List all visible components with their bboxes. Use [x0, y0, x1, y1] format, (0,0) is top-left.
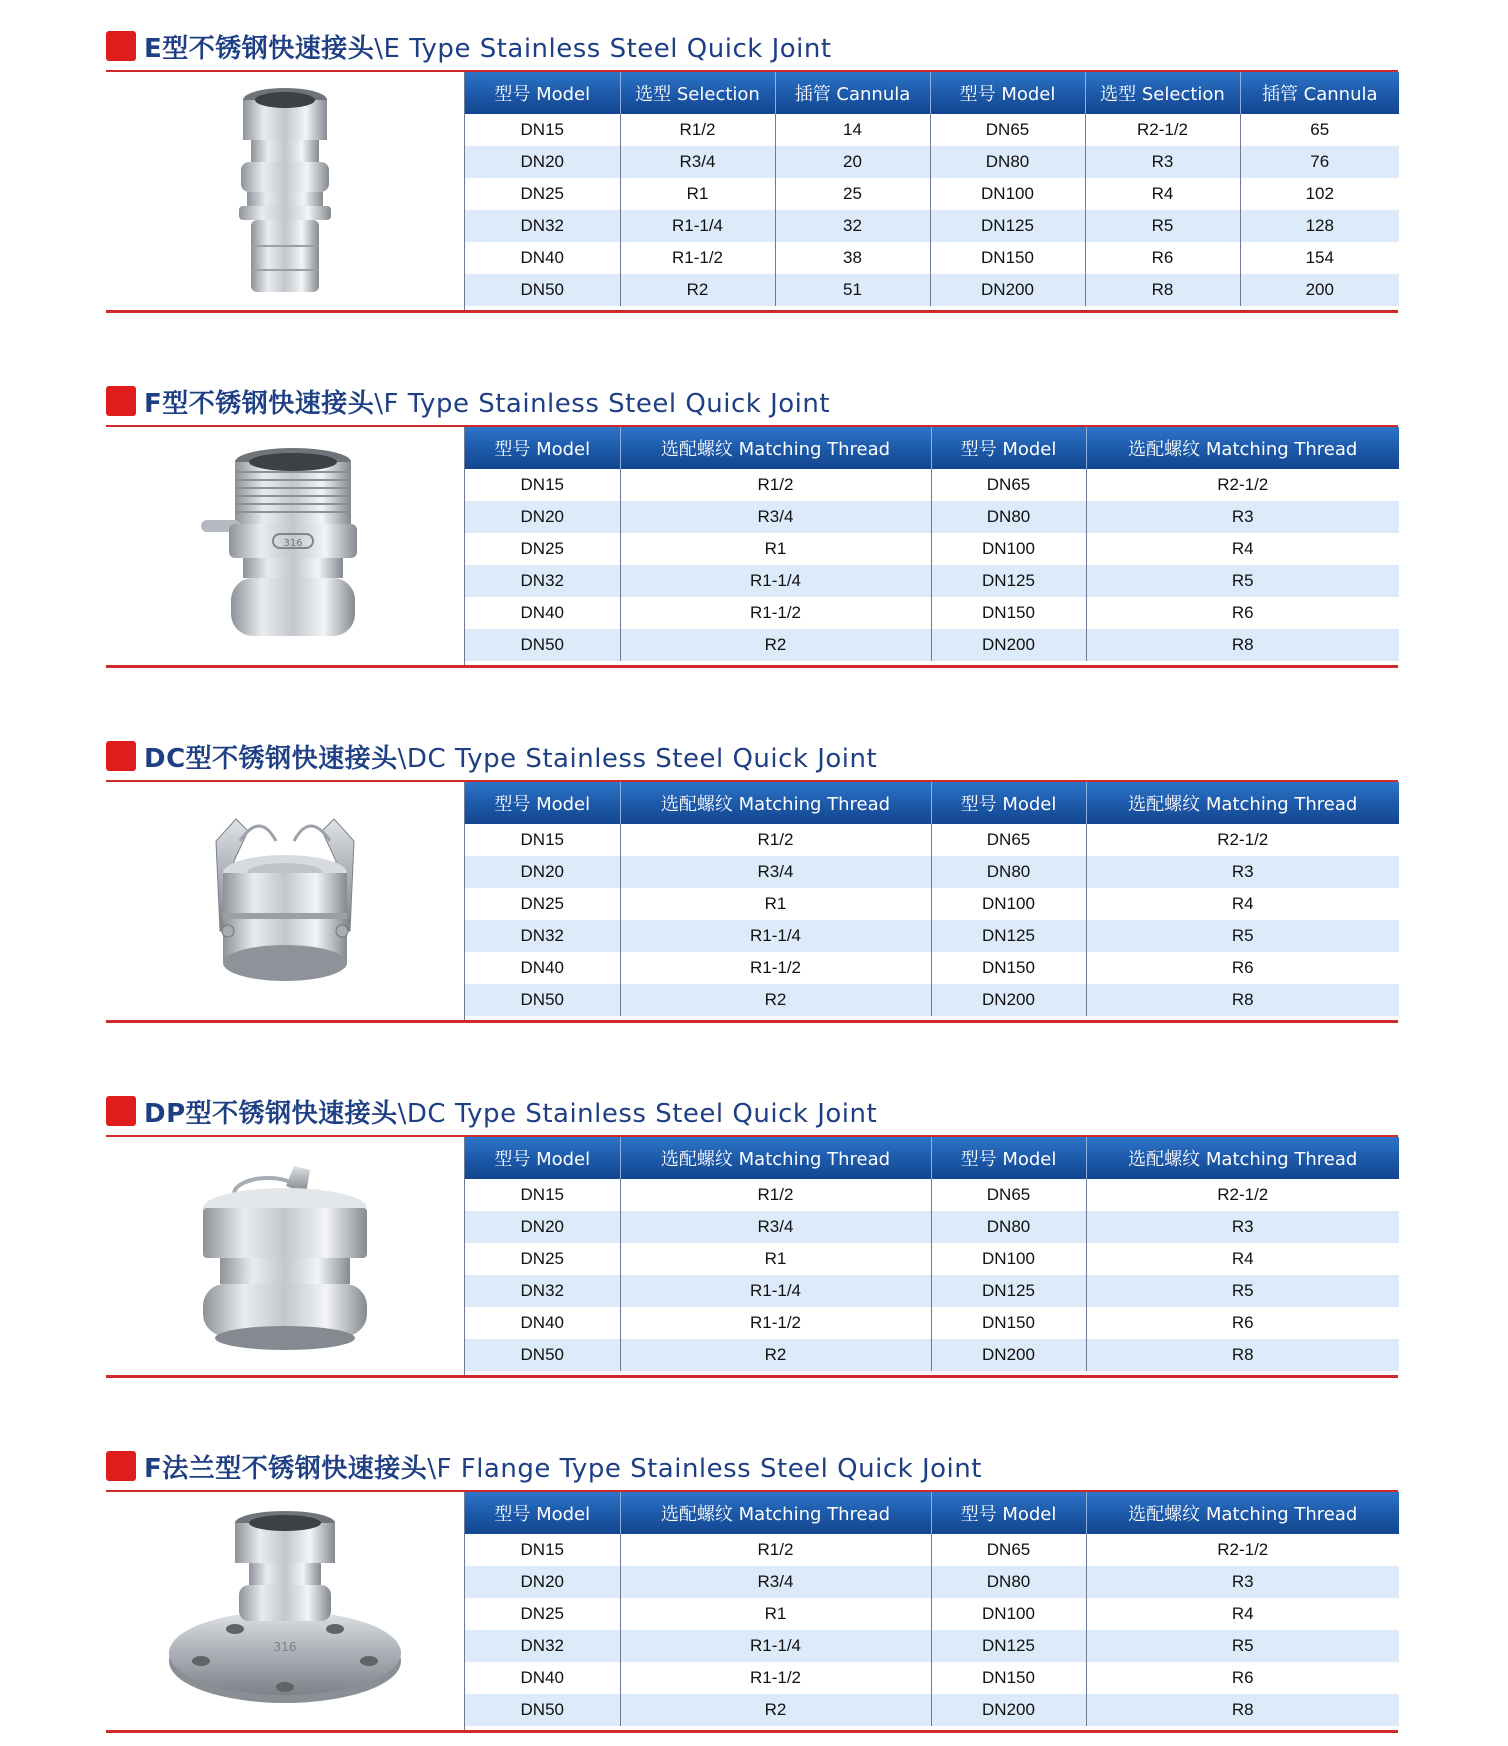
spec-table — [464, 1137, 1399, 1375]
spec-table — [464, 72, 1399, 310]
cell: R6 — [1085, 242, 1240, 274]
product-image — [106, 1137, 464, 1375]
table-row — [465, 1179, 1399, 1211]
cell: DN50 — [465, 1694, 620, 1726]
section-f-flange-type — [106, 1446, 1398, 1746]
cell: DN15 — [465, 1179, 620, 1211]
table-row — [465, 1243, 1399, 1275]
table-row — [465, 824, 1399, 856]
cell: DN50 — [465, 629, 620, 661]
cell: R4 — [1086, 888, 1399, 920]
table-row — [465, 469, 1399, 501]
header-model: 型号 Model — [930, 72, 1085, 114]
title-cn: DP型不锈钢快速接头 — [144, 1098, 398, 1129]
section-title — [106, 1091, 877, 1131]
dc-type-dust-cap-icon — [190, 801, 380, 1001]
cell: DN100 — [930, 178, 1085, 210]
cell: DN80 — [931, 501, 1086, 533]
header-selection: 选型 Selection — [1085, 72, 1240, 114]
cell: DN80 — [931, 1566, 1086, 1598]
product-image — [106, 427, 464, 665]
cell: R2 — [620, 1339, 931, 1371]
table-row — [465, 1534, 1399, 1566]
cell: DN40 — [465, 242, 620, 274]
cell: DN200 — [931, 984, 1086, 1016]
header-cannula: 插管 Cannula — [775, 72, 930, 114]
table-row — [465, 178, 1399, 210]
cell: R1-1/2 — [620, 242, 775, 274]
cell: R3 — [1086, 1211, 1399, 1243]
cell: DN125 — [931, 1275, 1086, 1307]
cell: DN32 — [465, 565, 620, 597]
table-row — [465, 1598, 1399, 1630]
section-title — [106, 1446, 982, 1486]
product-image — [106, 72, 464, 310]
table-row — [465, 1694, 1399, 1726]
cell: 20 — [775, 146, 930, 178]
title-en: \E Type Stainless Steel Quick Joint — [374, 33, 832, 64]
cell: 200 — [1240, 274, 1399, 306]
cell: R1 — [620, 533, 931, 565]
cell: R3/4 — [620, 1211, 931, 1243]
cell: DN20 — [465, 1211, 620, 1243]
cell: R8 — [1086, 984, 1399, 1016]
svg-text:316: 316 — [273, 1640, 297, 1654]
cell: DN150 — [931, 1662, 1086, 1694]
cell: DN125 — [931, 1630, 1086, 1662]
cell: DN150 — [930, 242, 1085, 274]
cell: R1-1/4 — [620, 920, 931, 952]
title-en: \F Flange Type Stainless Steel Quick Joint — [427, 1453, 982, 1484]
cell: R2 — [620, 1694, 931, 1726]
cell: R2 — [620, 274, 775, 306]
cell: 14 — [775, 114, 930, 146]
cell: R6 — [1086, 1307, 1399, 1339]
cell: DN65 — [931, 824, 1086, 856]
header-model: 型号 Model — [465, 427, 620, 469]
cell: DN40 — [465, 952, 620, 984]
spec-table — [464, 1492, 1399, 1730]
header-matching-thread: 选配螺纹 Matching Thread — [620, 1137, 931, 1179]
section-e-type — [106, 26, 1398, 326]
title-cn: DC型不锈钢快速接头 — [144, 743, 398, 774]
header-model: 型号 Model — [465, 1492, 620, 1534]
title-en: \F Type Stainless Steel Quick Joint — [374, 388, 831, 419]
cell: R3 — [1086, 1566, 1399, 1598]
cell: DN25 — [465, 888, 620, 920]
cell: DN125 — [931, 565, 1086, 597]
divider-bottom — [106, 1020, 1398, 1023]
cell: R2-1/2 — [1086, 1179, 1399, 1211]
title-cn: F法兰型不锈钢快速接头 — [144, 1453, 428, 1484]
table-row — [465, 1275, 1399, 1307]
header-matching-thread: 选配螺纹 Matching Thread — [620, 782, 931, 824]
cell: R1/2 — [620, 114, 775, 146]
red-square-icon — [106, 1451, 136, 1481]
red-square-icon — [106, 31, 136, 61]
table-row — [465, 1630, 1399, 1662]
cell: 25 — [775, 178, 930, 210]
cell: DN200 — [930, 274, 1085, 306]
header-matching-thread: 选配螺纹 Matching Thread — [1086, 782, 1399, 824]
header-model: 型号 Model — [465, 1137, 620, 1179]
cell: 128 — [1240, 210, 1399, 242]
table-row — [465, 856, 1399, 888]
cell: DN200 — [931, 1339, 1086, 1371]
cell: DN125 — [930, 210, 1085, 242]
header-matching-thread: 选配螺纹 Matching Thread — [1086, 1137, 1399, 1179]
cell: DN32 — [465, 210, 620, 242]
cell: R1-1/2 — [620, 1662, 931, 1694]
cell: R2 — [620, 984, 931, 1016]
cell: DN150 — [931, 1307, 1086, 1339]
cell: R5 — [1086, 565, 1399, 597]
cell: R6 — [1086, 952, 1399, 984]
divider-bottom — [106, 310, 1398, 313]
header-model: 型号 Model — [465, 782, 620, 824]
table-row — [465, 242, 1399, 274]
cell: R3 — [1086, 501, 1399, 533]
red-square-icon — [106, 1096, 136, 1126]
cell: R3/4 — [620, 1566, 931, 1598]
cell: R1 — [620, 1598, 931, 1630]
title-cn: F型不锈钢快速接头 — [144, 388, 375, 419]
cell: R8 — [1086, 1694, 1399, 1726]
cell: DN100 — [931, 888, 1086, 920]
cell: R3/4 — [620, 856, 931, 888]
table-row — [465, 1211, 1399, 1243]
cell: R8 — [1085, 274, 1240, 306]
cell: R6 — [1086, 1662, 1399, 1694]
table-row — [465, 1307, 1399, 1339]
cell: DN100 — [931, 533, 1086, 565]
cell: DN20 — [465, 501, 620, 533]
dp-type-dust-plug-icon — [190, 1156, 380, 1356]
cell: DN65 — [930, 114, 1085, 146]
cell: R6 — [1086, 597, 1399, 629]
cell: 154 — [1240, 242, 1399, 274]
table-row — [465, 920, 1399, 952]
spec-table — [464, 782, 1399, 1020]
table-row — [465, 629, 1399, 661]
title-en: \DC Type Stainless Steel Quick Joint — [397, 743, 878, 774]
header-selection: 选型 Selection — [620, 72, 775, 114]
table-row — [465, 146, 1399, 178]
red-square-icon — [106, 741, 136, 771]
cell: R4 — [1086, 1598, 1399, 1630]
cell: R2-1/2 — [1085, 114, 1240, 146]
section-f-type — [106, 381, 1398, 681]
cell: DN100 — [931, 1598, 1086, 1630]
cell: R5 — [1086, 1630, 1399, 1662]
cell: DN32 — [465, 920, 620, 952]
cell: 38 — [775, 242, 930, 274]
product-image — [106, 1492, 464, 1730]
cell: R4 — [1086, 533, 1399, 565]
e-type-coupling-icon — [225, 86, 345, 296]
cell: R5 — [1086, 920, 1399, 952]
cell: DN25 — [465, 178, 620, 210]
cell: R1-1/4 — [620, 1275, 931, 1307]
cell: R1/2 — [620, 1534, 931, 1566]
header-matching-thread: 选配螺纹 Matching Thread — [1086, 1492, 1399, 1534]
table-row — [465, 501, 1399, 533]
cell: DN65 — [931, 1179, 1086, 1211]
table-row — [465, 597, 1399, 629]
section-title — [106, 381, 830, 421]
spec-table — [464, 427, 1399, 665]
header-matching-thread: 选配螺纹 Matching Thread — [1086, 427, 1399, 469]
cell: 102 — [1240, 178, 1399, 210]
cell: DN150 — [931, 952, 1086, 984]
table-row — [465, 210, 1399, 242]
cell: R5 — [1085, 210, 1240, 242]
cell: R3/4 — [620, 501, 931, 533]
cell: DN150 — [931, 597, 1086, 629]
cell: R2 — [620, 629, 931, 661]
cell: DN40 — [465, 1662, 620, 1694]
table-row — [465, 533, 1399, 565]
header-matching-thread: 选配螺纹 Matching Thread — [620, 1492, 931, 1534]
cell: DN80 — [930, 146, 1085, 178]
cell: DN65 — [931, 1534, 1086, 1566]
cell: DN25 — [465, 1598, 620, 1630]
cell: 32 — [775, 210, 930, 242]
cell: DN15 — [465, 114, 620, 146]
cell: 51 — [775, 274, 930, 306]
section-title — [106, 736, 877, 776]
cell: R1/2 — [620, 824, 931, 856]
header-cannula: 插管 Cannula — [1240, 72, 1399, 114]
cell: DN50 — [465, 984, 620, 1016]
svg-text:316: 316 — [283, 538, 303, 549]
cell: DN20 — [465, 856, 620, 888]
header-model: 型号 Model — [931, 1137, 1086, 1179]
section-title — [106, 26, 832, 66]
cell: R3/4 — [620, 146, 775, 178]
cell: DN125 — [931, 920, 1086, 952]
cell: DN15 — [465, 824, 620, 856]
table-row — [465, 114, 1399, 146]
cell: DN80 — [931, 1211, 1086, 1243]
header-matching-thread: 选配螺纹 Matching Thread — [620, 427, 931, 469]
cell: R2-1/2 — [1086, 824, 1399, 856]
cell: DN80 — [931, 856, 1086, 888]
section-dc-type — [106, 736, 1398, 1036]
cell: DN32 — [465, 1630, 620, 1662]
cell: DN20 — [465, 146, 620, 178]
cell: R1/2 — [620, 469, 931, 501]
section-dp-type — [106, 1091, 1398, 1391]
table-row — [465, 952, 1399, 984]
f-type-coupling-icon — [195, 446, 375, 646]
cell: R1-1/4 — [620, 1630, 931, 1662]
table-row — [465, 274, 1399, 306]
divider-bottom — [106, 665, 1398, 668]
table-row — [465, 888, 1399, 920]
title-cn: E型不锈钢快速接头 — [144, 33, 375, 64]
cell: R3 — [1085, 146, 1240, 178]
red-square-icon — [106, 386, 136, 416]
cell: R1-1/2 — [620, 952, 931, 984]
cell: R8 — [1086, 629, 1399, 661]
cell: DN20 — [465, 1566, 620, 1598]
cell: R3 — [1086, 856, 1399, 888]
header-model: 型号 Model — [931, 427, 1086, 469]
table-row — [465, 1662, 1399, 1694]
cell: R1-1/4 — [620, 210, 775, 242]
cell: DN40 — [465, 597, 620, 629]
cell: DN50 — [465, 1339, 620, 1371]
cell: R1 — [620, 888, 931, 920]
cell: R1-1/4 — [620, 565, 931, 597]
product-image — [106, 782, 464, 1020]
cell: DN200 — [931, 1694, 1086, 1726]
cell: R5 — [1086, 1275, 1399, 1307]
cell: DN100 — [931, 1243, 1086, 1275]
title-en: \DC Type Stainless Steel Quick Joint — [397, 1098, 878, 1129]
cell: DN50 — [465, 274, 620, 306]
cell: DN65 — [931, 469, 1086, 501]
cell: 65 — [1240, 114, 1399, 146]
cell: R4 — [1086, 1243, 1399, 1275]
cell: R1/2 — [620, 1179, 931, 1211]
divider-bottom — [106, 1375, 1398, 1378]
cell: R1-1/2 — [620, 1307, 931, 1339]
flange-type-coupling-icon — [165, 1511, 405, 1711]
cell: 76 — [1240, 146, 1399, 178]
cell: R4 — [1085, 178, 1240, 210]
cell: R2-1/2 — [1086, 469, 1399, 501]
cell: DN200 — [931, 629, 1086, 661]
cell: DN32 — [465, 1275, 620, 1307]
cell: R1 — [620, 178, 775, 210]
cell: DN25 — [465, 533, 620, 565]
cell: DN40 — [465, 1307, 620, 1339]
cell: R2-1/2 — [1086, 1534, 1399, 1566]
table-row — [465, 565, 1399, 597]
table-row — [465, 1339, 1399, 1371]
cell: R1-1/2 — [620, 597, 931, 629]
header-model: 型号 Model — [931, 1492, 1086, 1534]
header-model: 型号 Model — [931, 782, 1086, 824]
cell: R8 — [1086, 1339, 1399, 1371]
cell: DN15 — [465, 469, 620, 501]
table-row — [465, 984, 1399, 1016]
cell: R1 — [620, 1243, 931, 1275]
table-row — [465, 1566, 1399, 1598]
cell: DN25 — [465, 1243, 620, 1275]
divider-bottom — [106, 1730, 1398, 1733]
cell: DN15 — [465, 1534, 620, 1566]
header-model: 型号 Model — [465, 72, 620, 114]
